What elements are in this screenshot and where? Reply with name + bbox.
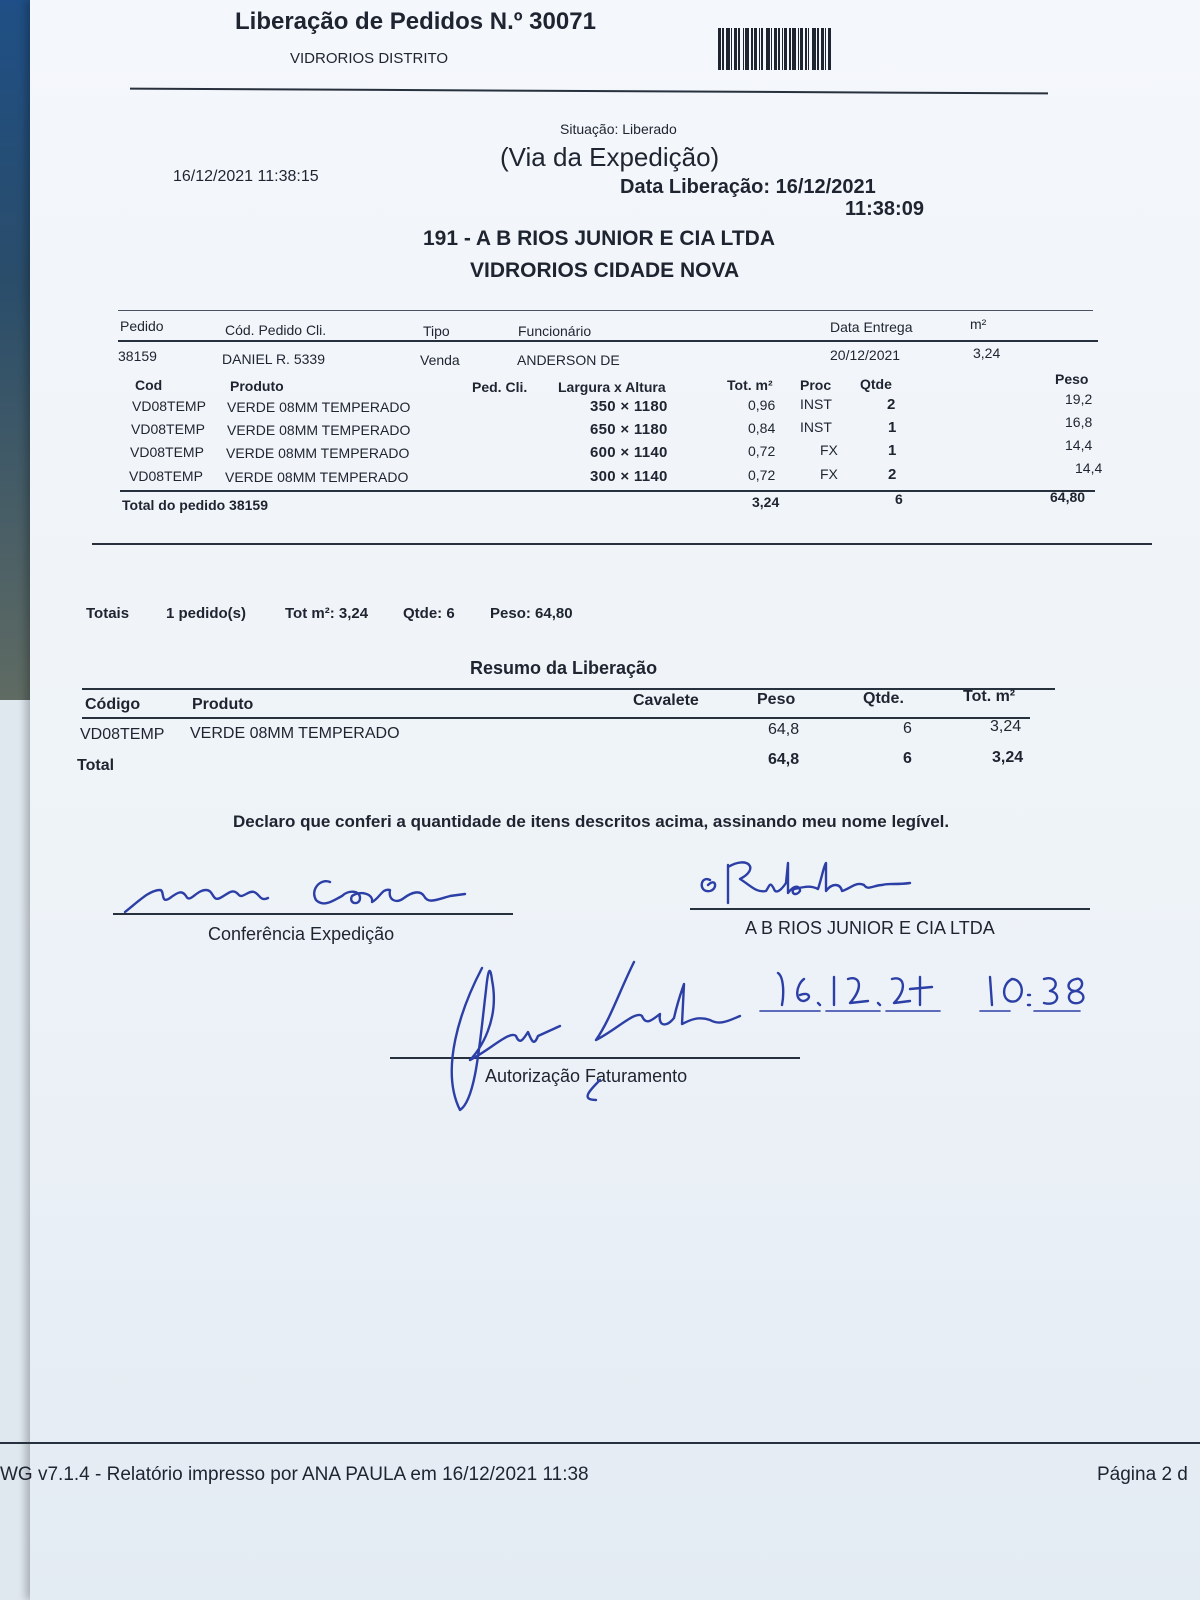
resumo-peso: 64,8 <box>768 721 800 738</box>
resumo-col-produto: Produto <box>192 696 254 713</box>
branch-name: VIDRORIOS CIDADE NOVA <box>470 259 740 282</box>
col-tipo: Tipo <box>423 323 450 339</box>
item-tot-m2: 0,72 <box>748 467 776 483</box>
item-cod: VD08TEMP <box>132 398 206 414</box>
signature-left <box>120 860 480 920</box>
signature-right <box>670 845 970 915</box>
totais-peso: Peso: 64,80 <box>490 605 573 622</box>
order-total-label: Total do pedido 38159 <box>122 497 268 513</box>
item-produto: VERDE 08MM TEMPERADO <box>226 445 410 461</box>
order-total-line <box>120 490 1095 492</box>
item-peso: 19,2 <box>1065 391 1093 407</box>
signature-center <box>420 950 780 1120</box>
resumo-total-label: Total <box>77 757 115 774</box>
resumo-title: Resumo da Liberação <box>470 658 658 678</box>
order-cod-pedido-cli: DANIEL R. 5339 <box>222 351 325 367</box>
order-total-peso: 64,80 <box>1050 489 1086 505</box>
footer-page-number: Página 2 d <box>1097 1464 1188 1485</box>
resumo-col-cavalete: Cavalete <box>633 692 699 709</box>
item-dims: 650 × 1180 <box>590 421 668 438</box>
item-produto: VERDE 08MM TEMPERADO <box>227 422 411 438</box>
declaration-text: Declaro que conferi a quantidade de itens descritos acima, assinando meu nome legível. <box>233 812 950 831</box>
item-produto: VERDE 08MM TEMPERADO <box>227 399 411 415</box>
resumo-codigo: VD08TEMP <box>80 726 165 743</box>
item-col-proc: Proc <box>800 377 832 393</box>
item-proc: FX <box>820 442 838 458</box>
order-pedido: 38159 <box>118 348 157 364</box>
item-tot-m2: 0,72 <box>748 443 776 459</box>
item-produto: VERDE 08MM TEMPERADO <box>225 469 409 485</box>
footer-report-info: WG v7.1.4 - Relatório impresso por ANA PAULA em 16/12/2021 11:38 <box>0 1464 589 1485</box>
caption-conferencia: Conferência Expedição <box>208 924 395 944</box>
item-col-ped-cli: Ped. Cli. <box>472 379 528 395</box>
totais-qtde: Qtde: 6 <box>403 605 455 622</box>
resumo-header-line <box>82 717 1030 719</box>
item-col-peso: Peso <box>1055 371 1089 387</box>
caption-autorizacao: Autorização Faturamento <box>485 1066 688 1086</box>
item-cod: VD08TEMP <box>129 468 203 484</box>
order-tipo: Venda <box>420 352 460 368</box>
item-qtde: 1 <box>888 442 897 459</box>
company-name: 191 - A B RIOS JUNIOR E CIA LTDA <box>423 227 775 250</box>
order-funcionario: ANDERSON DE <box>517 352 620 368</box>
order-data-entrega: 20/12/2021 <box>830 347 901 363</box>
item-tot-m2: 0,96 <box>748 397 776 413</box>
item-tot-m2: 0,84 <box>748 420 776 436</box>
order-total-m2: 3,24 <box>752 494 780 510</box>
item-proc: FX <box>820 466 838 482</box>
item-qtde: 2 <box>888 466 897 483</box>
document-title: Liberação de Pedidos N.º 30071 <box>235 8 596 35</box>
barcode <box>718 28 876 70</box>
item-col-cod: Cod <box>135 377 163 393</box>
resumo-produto: VERDE 08MM TEMPERADO <box>190 725 400 742</box>
caption-empresa: A B RIOS JUNIOR E CIA LTDA <box>745 918 995 938</box>
resumo-col-codigo: Código <box>85 696 141 713</box>
document-subtitle: VIDRORIOS DISTRITO <box>290 50 449 67</box>
item-dims: 350 × 1180 <box>590 398 668 415</box>
resumo-total-peso: 64,8 <box>768 751 800 768</box>
item-cod: VD08TEMP <box>130 444 204 460</box>
item-dims: 600 × 1140 <box>590 444 668 461</box>
resumo-total-qtde: 6 <box>903 750 912 767</box>
item-peso: 14,4 <box>1075 460 1103 476</box>
item-col-largura-altura: Largura x Altura <box>558 379 666 395</box>
totais-tot-m2: Tot m²: 3,24 <box>285 605 369 622</box>
item-dims: 300 × 1140 <box>590 468 668 485</box>
situacao-label: Situação: Liberado <box>560 121 677 137</box>
resumo-total-tot-m2: 3,24 <box>992 749 1024 766</box>
resumo-qtde: 6 <box>903 720 912 737</box>
item-proc: INST <box>800 396 832 412</box>
resumo-top-line <box>82 688 1055 690</box>
totais-pedidos: 1 pedido(s) <box>166 605 247 622</box>
resumo-tot-m2: 3,24 <box>990 718 1022 735</box>
order-m2: 3,24 <box>973 345 1001 361</box>
item-col-produto: Produto <box>230 378 284 394</box>
item-proc: INST <box>800 419 832 435</box>
resumo-col-tot-m2: Tot. m² <box>963 688 1016 705</box>
item-peso: 14,4 <box>1065 437 1093 453</box>
item-col-tot-m2: Tot. m² <box>727 377 773 393</box>
item-cod: VD08TEMP <box>131 421 205 437</box>
item-col-qtde: Qtde <box>860 376 892 392</box>
print-timestamp: 16/12/2021 11:38:15 <box>173 168 319 185</box>
via-label: (Via da Expedição) <box>500 142 720 172</box>
order-header-line <box>118 340 1098 342</box>
col-funcionario: Funcionário <box>518 323 592 339</box>
resumo-col-peso: Peso <box>757 691 796 708</box>
resumo-col-qtde: Qtde. <box>863 690 904 707</box>
order-table-top-line <box>118 310 1093 311</box>
col-pedido: Pedido <box>120 318 164 334</box>
footer-line <box>0 1442 1200 1444</box>
order-bottom-line <box>92 543 1152 545</box>
col-cod-pedido-cli: Cód. Pedido Cli. <box>225 322 327 338</box>
data-liberacao-time: 11:38:09 <box>845 198 924 220</box>
col-m2: m² <box>970 316 987 332</box>
item-qtde: 1 <box>888 419 897 436</box>
col-data-entrega: Data Entrega <box>830 319 913 335</box>
order-total-qtde: 6 <box>895 491 903 507</box>
data-liberacao: Data Liberação: 16/12/2021 <box>620 176 876 198</box>
header-divider <box>130 88 1048 95</box>
item-peso: 16,8 <box>1065 414 1093 430</box>
item-qtde: 2 <box>887 396 896 413</box>
totais-label: Totais <box>86 605 130 622</box>
